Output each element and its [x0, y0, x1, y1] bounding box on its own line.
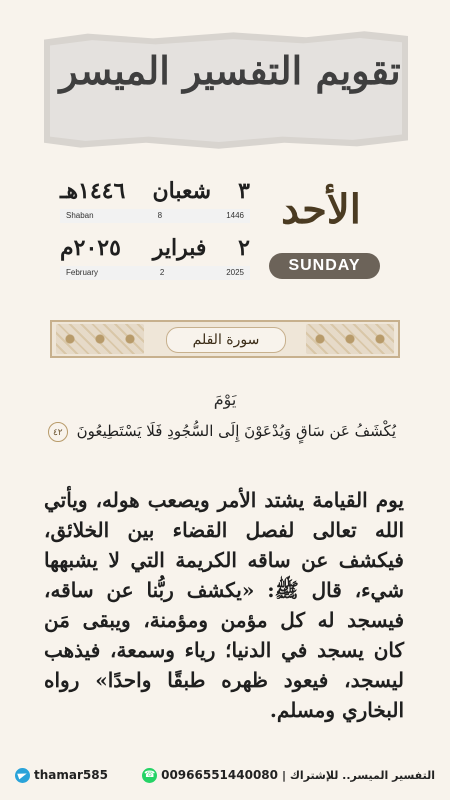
telegram-icon — [15, 768, 30, 783]
whatsapp-number: 00966551440080 — [161, 768, 278, 782]
gregorian-month: فبراير — [152, 235, 207, 261]
telegram-contact[interactable] — [15, 768, 108, 783]
hijri-sub-day: 8 — [157, 211, 163, 220]
footer — [0, 760, 450, 790]
surah-name: سورة القلم — [166, 327, 286, 353]
hijri-date — [60, 176, 250, 206]
gregorian-day: ٢ — [238, 235, 250, 261]
surah-header — [50, 320, 400, 358]
hijri-year: ١٤٤٦هـ — [60, 178, 126, 204]
ornament-left — [56, 324, 144, 354]
ayah-text — [54, 422, 396, 442]
app-title: تقويم التفسير الميسر — [59, 48, 401, 93]
tafsir-paragraph: يوم القيامة يشتد الأمر ويصعب هوله، ويأتي الله تعالى لفصل القضاء بين الخلائق، فيكشف عن ساقه الكريمة التي لا يشبهها شيء، قال ﷺ: «يكشف ربُّنا عن ساقه، فيسجد له كل مؤمن ومؤمنة، ويبقى مَن كان يسجد في الدنيا؛ رياء وسمعة، فيذهب ليسجد، فيعود ظهره طبقًا واحدًا» رواه البخاري ومسلم. — [44, 488, 404, 722]
subscribe-text: التفسير الميسر.. للإشتراك | — [282, 768, 435, 782]
ayah-body: يُكْشَفُ عَن سَاقٍ وَيُدْعَوْنَ إِلَى السُّجُودِ فَلَا يَسْتَطِيعُونَ — [76, 422, 396, 440]
hijri-day: ٣ — [238, 178, 250, 204]
whatsapp-icon — [142, 768, 157, 783]
hijri-month: شعبان — [152, 178, 212, 204]
gregorian-subline — [60, 266, 250, 280]
ayah-heading-word: يَوْمَ — [213, 390, 237, 409]
gregorian-date — [60, 233, 250, 263]
ayah-number: ٤٢ — [48, 422, 68, 442]
hijri-subline — [60, 209, 250, 223]
gregorian-year: ٢٠٢٥م — [60, 235, 121, 261]
day-name-arabic: الأحد — [281, 186, 361, 233]
gregorian-sub-year: 2025 — [226, 268, 244, 277]
gregorian-sub-day: 2 — [159, 268, 165, 277]
whatsapp-contact[interactable] — [142, 768, 435, 783]
hijri-sub-month: Shaban — [66, 211, 94, 220]
gregorian-sub-month: February — [66, 268, 99, 277]
ornament-right — [306, 324, 394, 354]
telegram-handle: thamar585 — [34, 768, 108, 782]
hijri-sub-year: 1446 — [226, 211, 244, 220]
day-name-english-badge: SUNDAY — [269, 253, 380, 279]
